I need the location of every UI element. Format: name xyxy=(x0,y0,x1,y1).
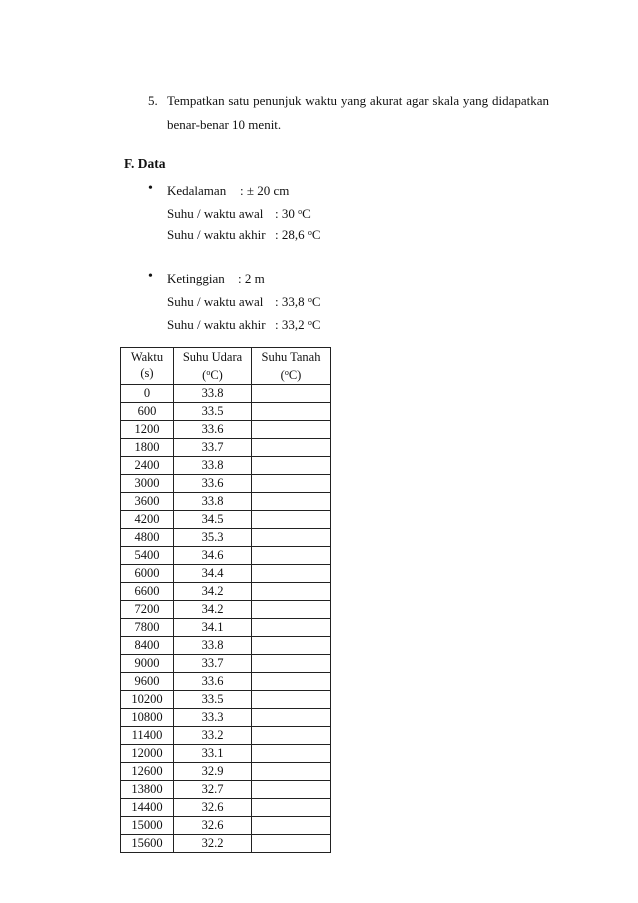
cell-air-temp: 33.2 xyxy=(174,727,252,745)
step-text-line2: benar-benar 10 menit. xyxy=(167,117,282,132)
cell-soil-temp xyxy=(252,781,331,799)
step-text-line1: Tempatkan satu penunjuk waktu yang akurat agar skala yang didapatkan xyxy=(167,93,549,108)
table-row xyxy=(121,817,331,835)
table-row xyxy=(121,745,331,763)
cell-air-temp: 33.8 xyxy=(174,637,252,655)
height-value: : 2 m xyxy=(238,271,265,286)
table-row xyxy=(121,385,331,403)
table-row xyxy=(121,673,331,691)
cell-air-temp: 32.6 xyxy=(174,817,252,835)
cell-soil-temp xyxy=(252,655,331,673)
cell-air-temp: 33.8 xyxy=(174,457,252,475)
cell-soil-temp xyxy=(252,727,331,745)
cell-air-temp: 33.8 xyxy=(174,385,252,403)
cell-air-temp: 33.5 xyxy=(174,403,252,421)
cell-soil-temp xyxy=(252,601,331,619)
cell-soil-temp xyxy=(252,583,331,601)
cell-time: 600 xyxy=(121,403,174,421)
cell-soil-temp xyxy=(252,637,331,655)
cell-soil-temp xyxy=(252,493,331,511)
cell-air-temp: 33.1 xyxy=(174,745,252,763)
cell-time: 11400 xyxy=(121,727,174,745)
table-row xyxy=(121,655,331,673)
cell-soil-temp xyxy=(252,547,331,565)
table-body xyxy=(121,385,331,853)
cell-air-temp: 34.5 xyxy=(174,511,252,529)
cell-time: 10200 xyxy=(121,691,174,709)
table-row xyxy=(121,421,331,439)
cell-soil-temp xyxy=(252,403,331,421)
cell-time: 4200 xyxy=(121,511,174,529)
cell-soil-temp xyxy=(252,511,331,529)
depth-end-value: : 28,6 $^o$C xyxy=(275,227,321,242)
table-row xyxy=(121,493,331,511)
cell-air-temp: 34.6 xyxy=(174,547,252,565)
section-title: F. Data xyxy=(124,156,166,171)
cell-time: 14400 xyxy=(121,799,174,817)
depth-value: : ± 20 cm xyxy=(240,183,290,198)
cell-time: 10800 xyxy=(121,709,174,727)
cell-soil-temp xyxy=(252,619,331,637)
cell-air-temp: 33.7 xyxy=(174,655,252,673)
cell-soil-temp xyxy=(252,691,331,709)
header-time: Waktu (s) xyxy=(121,348,174,385)
cell-soil-temp xyxy=(252,835,331,853)
cell-time: 5400 xyxy=(121,547,174,565)
cell-time: 4800 xyxy=(121,529,174,547)
cell-air-temp: 32.7 xyxy=(174,781,252,799)
cell-soil-temp xyxy=(252,745,331,763)
height-start-label: Suhu / waktu awal xyxy=(167,294,264,309)
cell-air-temp: 33.6 xyxy=(174,421,252,439)
cell-air-temp: 34.2 xyxy=(174,583,252,601)
cell-time: 9000 xyxy=(121,655,174,673)
cell-soil-temp xyxy=(252,439,331,457)
cell-time: 3600 xyxy=(121,493,174,511)
cell-time: 3000 xyxy=(121,475,174,493)
depth-start-value: : 30 $^o$C xyxy=(275,206,311,221)
cell-soil-temp xyxy=(252,799,331,817)
cell-air-temp: 33.7 xyxy=(174,439,252,457)
table-row xyxy=(121,763,331,781)
cell-air-temp: 33.3 xyxy=(174,709,252,727)
table-row xyxy=(121,529,331,547)
table-row xyxy=(121,835,331,853)
table-row xyxy=(121,619,331,637)
table-row xyxy=(121,475,331,493)
cell-soil-temp xyxy=(252,421,331,439)
cell-air-temp: 34.4 xyxy=(174,565,252,583)
table-row xyxy=(121,799,331,817)
cell-time: 2400 xyxy=(121,457,174,475)
cell-time: 0 xyxy=(121,385,174,403)
cell-time: 1800 xyxy=(121,439,174,457)
cell-soil-temp xyxy=(252,673,331,691)
table-row xyxy=(121,691,331,709)
table-row xyxy=(121,565,331,583)
table-row xyxy=(121,439,331,457)
cell-time: 1200 xyxy=(121,421,174,439)
cell-soil-temp xyxy=(252,457,331,475)
table-row xyxy=(121,601,331,619)
cell-soil-temp xyxy=(252,475,331,493)
table-header-row xyxy=(121,348,331,385)
header-air-temp: Suhu Udara ($^o$C) xyxy=(174,348,252,385)
height-start-value: : 33,8 $^o$C xyxy=(275,294,321,309)
cell-soil-temp xyxy=(252,763,331,781)
table-row xyxy=(121,511,331,529)
cell-soil-temp xyxy=(252,817,331,835)
cell-time: 6600 xyxy=(121,583,174,601)
cell-air-temp: 33.6 xyxy=(174,475,252,493)
height-label: Ketinggian xyxy=(167,271,225,286)
cell-air-temp: 33.5 xyxy=(174,691,252,709)
height-end-label: Suhu / waktu akhir xyxy=(167,317,266,332)
cell-time: 8400 xyxy=(121,637,174,655)
step-number: 5. xyxy=(148,93,158,108)
cell-air-temp: 33.8 xyxy=(174,493,252,511)
cell-air-temp: 32.2 xyxy=(174,835,252,853)
cell-soil-temp xyxy=(252,709,331,727)
table-row xyxy=(121,727,331,745)
cell-time: 15600 xyxy=(121,835,174,853)
cell-time: 15000 xyxy=(121,817,174,835)
cell-air-temp: 34.2 xyxy=(174,601,252,619)
cell-air-temp: 33.6 xyxy=(174,673,252,691)
cell-time: 12000 xyxy=(121,745,174,763)
depth-label: Kedalaman xyxy=(167,183,227,198)
cell-time: 6000 xyxy=(121,565,174,583)
table-row xyxy=(121,583,331,601)
bullet-icon: • xyxy=(148,181,153,196)
table-row xyxy=(121,637,331,655)
cell-air-temp: 35.3 xyxy=(174,529,252,547)
cell-time: 7800 xyxy=(121,619,174,637)
height-end-value: : 33,2 $^o$C xyxy=(275,317,321,332)
header-soil-temp: Suhu Tanah ($^o$C) xyxy=(252,348,331,385)
cell-air-temp: 34.1 xyxy=(174,619,252,637)
cell-time: 9600 xyxy=(121,673,174,691)
table-row xyxy=(121,781,331,799)
table-row xyxy=(121,547,331,565)
cell-time: 12600 xyxy=(121,763,174,781)
table-row xyxy=(121,403,331,421)
cell-time: 13800 xyxy=(121,781,174,799)
cell-soil-temp xyxy=(252,385,331,403)
cell-time: 7200 xyxy=(121,601,174,619)
table-row xyxy=(121,457,331,475)
data-table xyxy=(120,347,331,853)
depth-end-label: Suhu / waktu akhir xyxy=(167,227,266,242)
cell-air-temp: 32.6 xyxy=(174,799,252,817)
cell-soil-temp xyxy=(252,565,331,583)
table-row xyxy=(121,709,331,727)
bullet-icon: • xyxy=(148,269,153,284)
cell-air-temp: 32.9 xyxy=(174,763,252,781)
cell-soil-temp xyxy=(252,529,331,547)
depth-start-label: Suhu / waktu awal xyxy=(167,206,264,221)
